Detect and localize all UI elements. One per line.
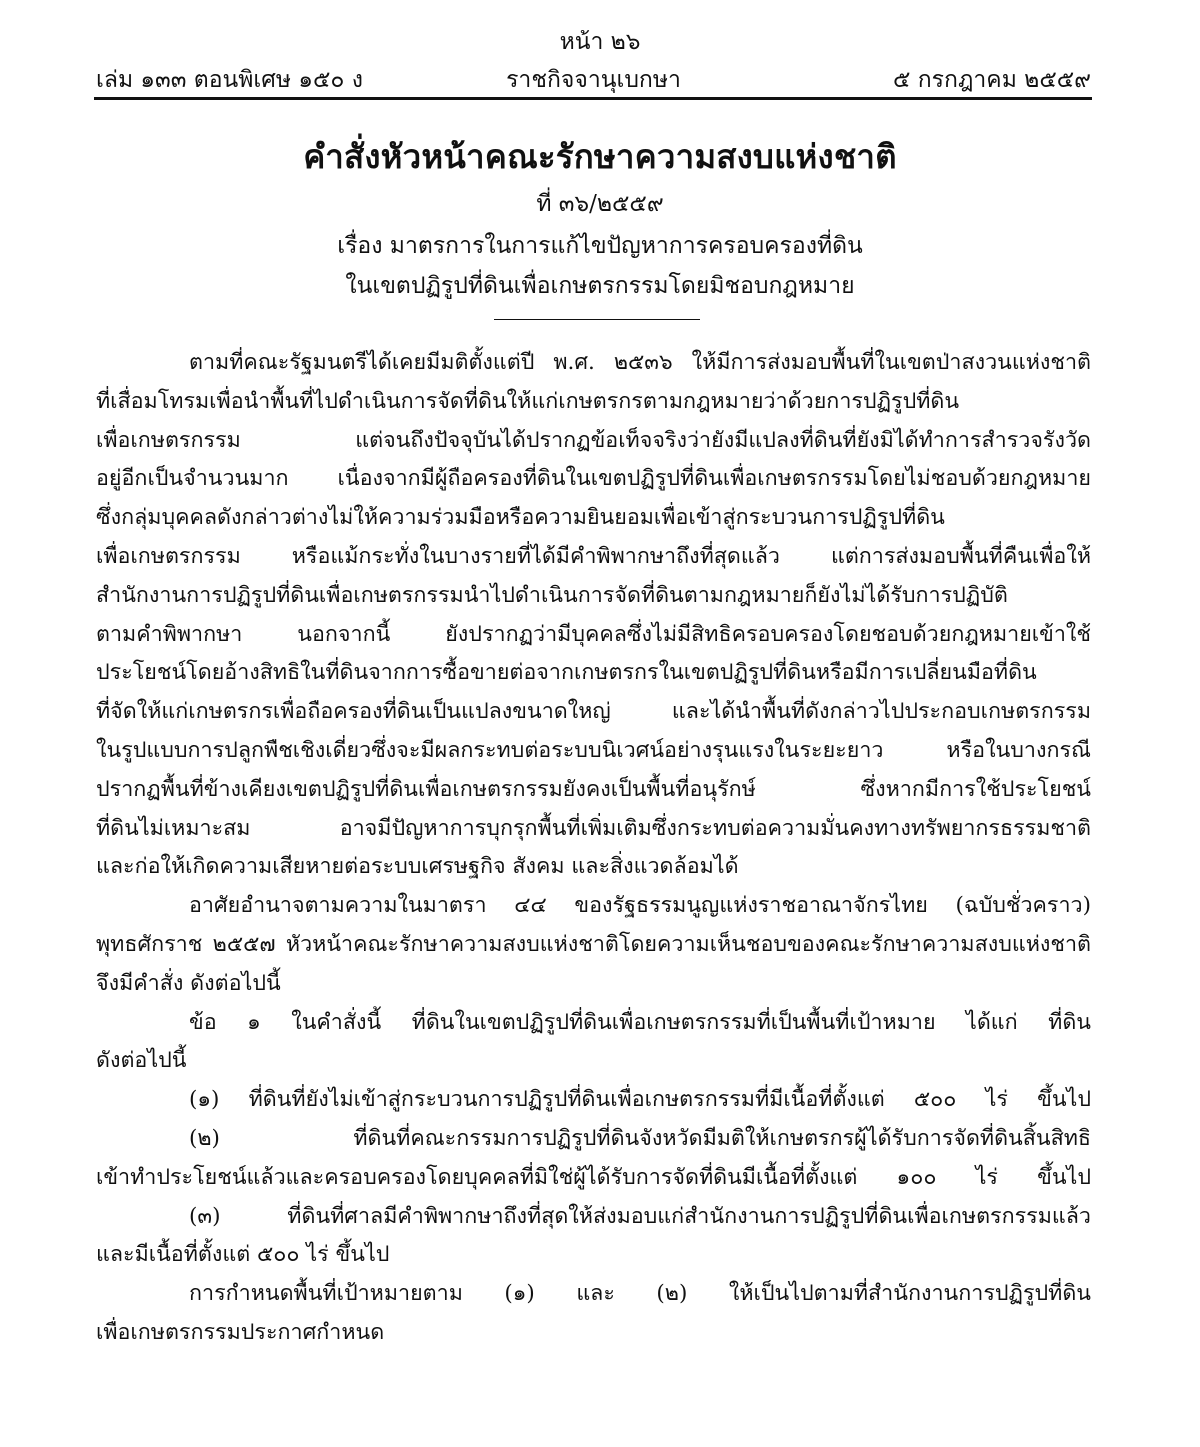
title-divider bbox=[494, 319, 700, 320]
body-line: (๒) ที่ดินที่คณะกรรมการปฏิรูปที่ดินจังหวัดมีมติให้เกษตรกรผู้ได้รับการจัดที่ดินสิ้นสิทธิ bbox=[189, 1125, 1091, 1151]
body-line: (๓) ที่ดินที่ศาลมีคำพิพากษาถึงที่สุดให้ส่งมอบแก่สำนักงานการปฏิรูปที่ดินเพื่อเกษตรกรรมแล้ว bbox=[189, 1203, 1091, 1229]
body-line: ดังต่อไปนี้ bbox=[96, 1048, 187, 1074]
body-line: เพื่อเกษตรกรรม หรือแม้กระทั่งในบางรายที่ได้มีคำพิพากษาถึงที่สุดแล้ว แต่การส่งมอบพื้นที่คืนเพื่อให้ bbox=[96, 543, 1091, 569]
body-line: การกำหนดพื้นที่เป้าหมายตาม (๑) และ (๒) ให้เป็นไปตามที่สำนักงานการปฏิรูปที่ดิน bbox=[189, 1281, 1091, 1307]
order-body bbox=[96, 344, 1091, 1353]
publication-name: ราชกิจจานุเบกษา bbox=[506, 67, 681, 93]
order-subject-line-1: เรื่อง มาตรการในการแก้ไขปัญหาการครอบครองที่ดิน bbox=[337, 233, 863, 259]
body-line: ในรูปแบบการปลูกพืชเชิงเดี่ยวซึ่งจะมีผลกระทบต่อระบบนิเวศน์อย่างรุนแรงในระยะยาว หรือในบางกรณี bbox=[96, 737, 1091, 763]
header-rule bbox=[94, 97, 1092, 100]
body-line: ตามที่คณะรัฐมนตรีได้เคยมีมติตั้งแต่ปี พ.ศ. ๒๕๓๖ ให้มีการส่งมอบพื้นที่ในเขตป่าสงวนแห่งชาติ bbox=[189, 350, 1091, 375]
body-line: (๑) ที่ดินที่ยังไม่เข้าสู่กระบวนการปฏิรูปที่ดินเพื่อเกษตรกรรมที่มีเนื้อที่ตั้งแต่ ๕๐๐ ไร่ ขึ้นไป bbox=[189, 1087, 1091, 1113]
order-number: ที่ ๓๖/๒๕๕๙ bbox=[536, 191, 664, 217]
order-title: คำสั่งหัวหน้าคณะรักษาความสงบแห่งชาติ bbox=[303, 137, 897, 176]
body-line: ที่ดินไม่เหมาะสม อาจมีปัญหาการบุกรุกพื้นที่เพิ่มเติมซึ่งกระทบต่อความมั่นคงทางทรัพยากรธรรมชาติ bbox=[96, 815, 1091, 841]
body-line: จึงมีคำสั่ง ดังต่อไปนี้ bbox=[96, 970, 281, 996]
body-line: ประโยชน์โดยอ้างสิทธิในที่ดินจากการซื้อขายต่อจากเกษตรกรในเขตปฏิรูปที่ดินหรือมีการเปลี่ยนมือที่ดิน bbox=[96, 660, 1037, 686]
body-line: และมีเนื้อที่ตั้งแต่ ๕๐๐ ไร่ ขึ้นไป bbox=[96, 1242, 390, 1268]
body-line: ข้อ ๑ ในคำสั่งนี้ ที่ดินในเขตปฏิรูปที่ดินเพื่อเกษตรกรรมที่เป็นพื้นที่เป้าหมาย ได้แก่ ที่ดิน bbox=[189, 1009, 1091, 1035]
publication-date: ๕ กรกฎาคม ๒๕๕๙ bbox=[893, 67, 1091, 93]
body-line: พุทธศักราช ๒๕๕๗ หัวหน้าคณะรักษาความสงบแห่งชาติโดยความเห็นชอบของคณะรักษาความสงบแห่งชาติ bbox=[96, 931, 1091, 957]
page-number: หน้า ๒๖ bbox=[559, 29, 641, 55]
body-line: ที่เสื่อมโทรมเพื่อนำพื้นที่ไปดำเนินการจัดที่ดินให้แก่เกษตรกรตามกฎหมายว่าด้วยการปฏิรูปที่ดิน bbox=[96, 388, 960, 414]
body-line: อยู่อีกเป็นจำนวนมาก เนื่องจากมีผู้ถือครองที่ดินในเขตปฏิรูปที่ดินเพื่อเกษตรกรรมโดยไม่ชอบด้วยกฎหมาย bbox=[96, 466, 1091, 492]
body-line: ซึ่งกลุ่มบุคคลดังกล่าวต่างไม่ให้ความร่วมมือหรือความยินยอมเพื่อเข้าสู่กระบวนการปฏิรูปที่ดิน bbox=[96, 505, 945, 531]
body-line: ที่จัดให้แก่เกษตรกรเพื่อถือครองที่ดินเป็นแปลงขนาดใหญ่ และได้นำพื้นที่ดังกล่าวไปประกอบเกษตรกรรม bbox=[96, 699, 1091, 725]
body-line: อาศัยอำนาจตามความในมาตรา ๔๔ ของรัฐธรรมนูญแห่งราชอาณาจักรไทย (ฉบับชั่วคราว) bbox=[189, 893, 1091, 919]
order-subject-line-2: ในเขตปฏิรูปที่ดินเพื่อเกษตรกรรมโดยมิชอบกฎหมาย bbox=[345, 273, 855, 299]
body-line: สำนักงานการปฏิรูปที่ดินเพื่อเกษตรกรรมนำไปดำเนินการจัดที่ดินตามกฎหมายก็ยังไม่ได้รับการปฏิบัติ bbox=[96, 582, 1008, 608]
body-line: ตามคำพิพากษา นอกจากนี้ ยังปรากฏว่ามีบุคคลซึ่งไม่มีสิทธิครอบครองโดยชอบด้วยกฎหมายเข้าใช้ bbox=[96, 621, 1091, 647]
body-line: เพื่อเกษตรกรรมประกาศกำหนด bbox=[96, 1319, 385, 1345]
body-line: เพื่อเกษตรกรรม แต่จนถึงปัจจุบันได้ปรากฏข้อเท็จจริงว่ายังมีแปลงที่ดินที่ยังมิได้ทำการสำรวจรังวัด bbox=[96, 427, 1091, 453]
volume-info: เล่ม ๑๓๓ ตอนพิเศษ ๑๕๐ ง bbox=[96, 67, 363, 93]
body-line: ปรากฏพื้นที่ข้างเคียงเขตปฏิรูปที่ดินเพื่อเกษตรกรรมยังคงเป็นพื้นที่อนุรักษ์ ซึ่งหากมีการใช้ประโยชน์ bbox=[96, 776, 1091, 802]
body-line: และก่อให้เกิดความเสียหายต่อระบบเศรษฐกิจ สังคม และสิ่งแวดล้อมได้ bbox=[96, 854, 739, 880]
body-line: เข้าทำประโยชน์แล้วและครอบครองโดยบุคคลที่มิใช่ผู้ได้รับการจัดที่ดินมีเนื้อที่ตั้งแต่ ๑๐๐ ไร่ ขึ้นไป bbox=[96, 1164, 1091, 1190]
gazette-header bbox=[96, 62, 1091, 94]
